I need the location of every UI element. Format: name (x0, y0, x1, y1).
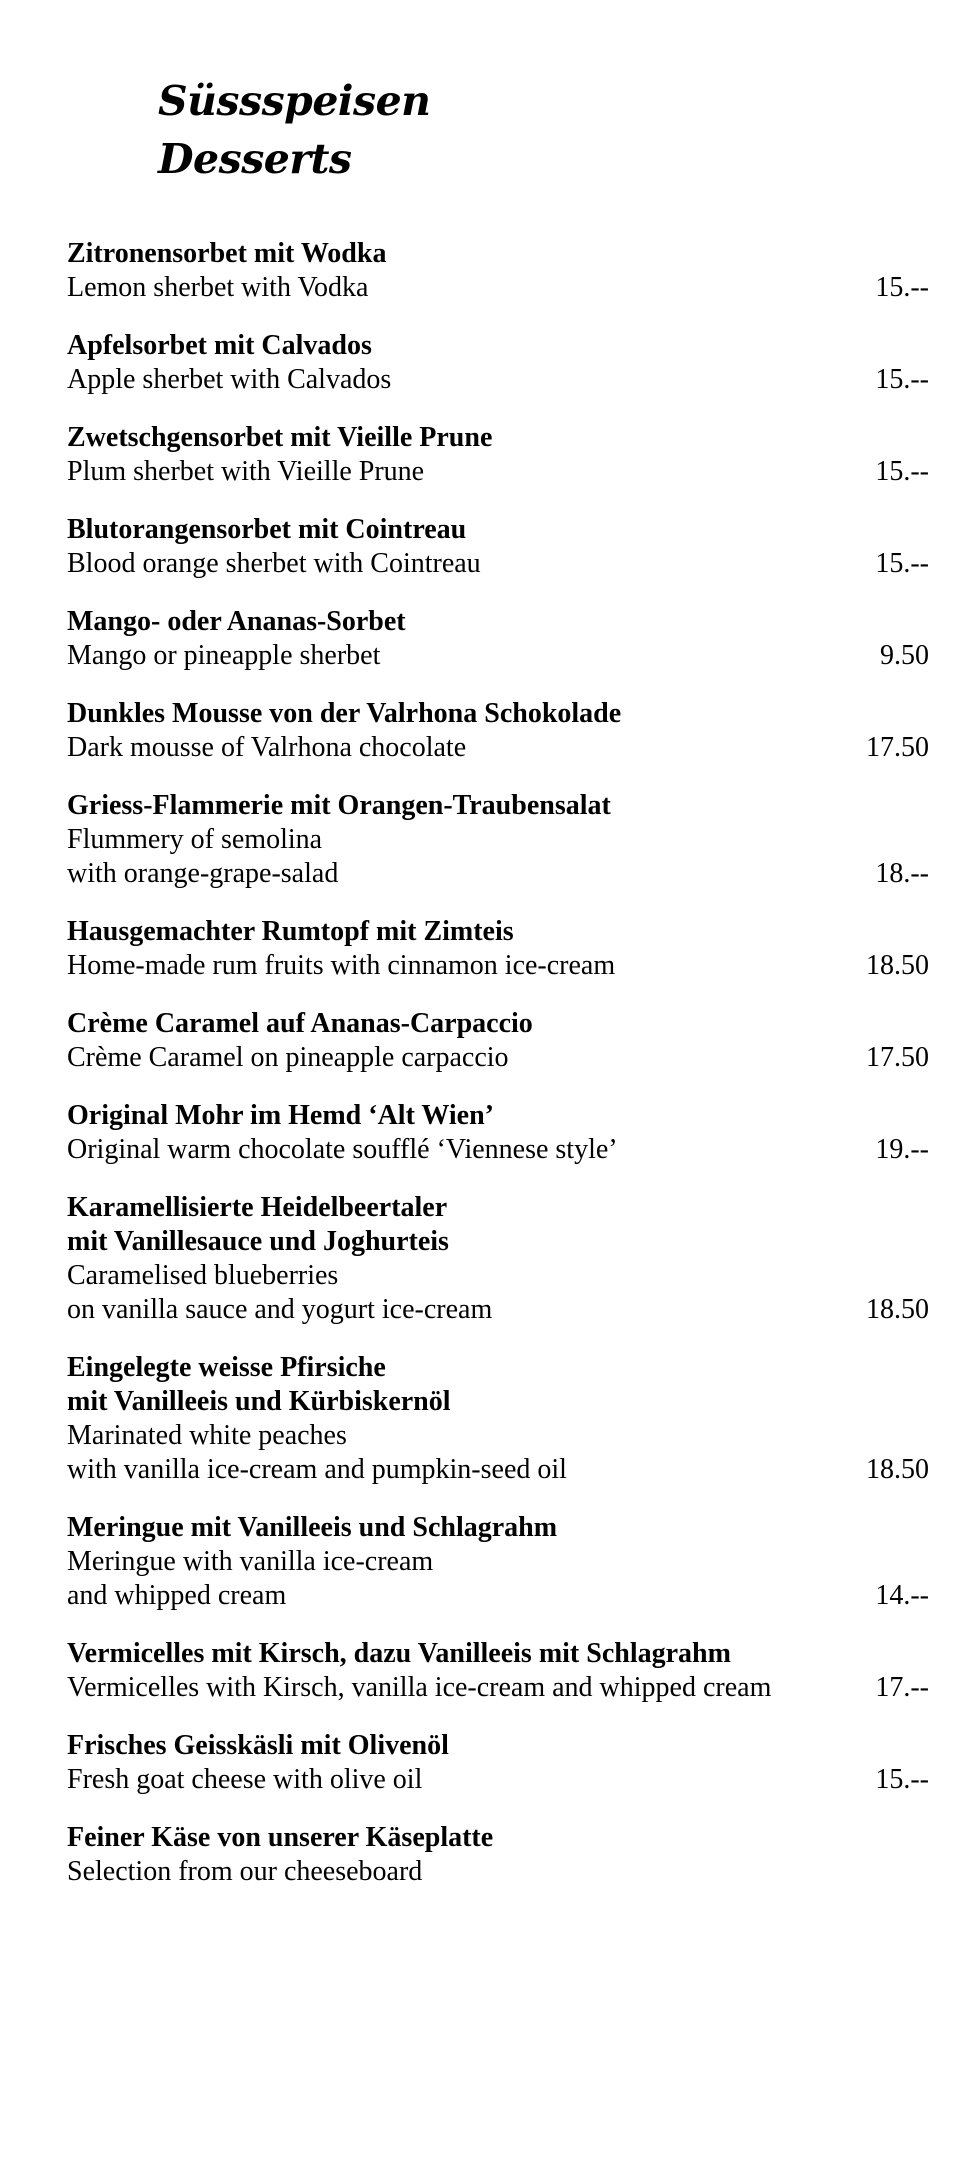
item-description: Original warm chocolate soufflé ‘Viennese style’ (67, 1134, 618, 1165)
item-title: Meringue mit Vanilleeis und Schlagrahm (67, 1512, 558, 1543)
menu-item (67, 1007, 929, 1075)
item-description: Apple sherbet with Calvados (67, 364, 392, 395)
heading-german: Süssspeisen (158, 77, 431, 125)
item-description: Selection from our cheeseboard (67, 1856, 423, 1887)
menu-item (67, 605, 929, 673)
item-price: 15.-- (875, 272, 929, 303)
item-title: Blutorangensorbet mit Cointreau (67, 514, 467, 545)
menu-heading (158, 72, 430, 188)
item-description: with orange-grape-salad (67, 858, 339, 889)
item-title: Zwetschgensorbet mit Vieille Prune (67, 422, 493, 453)
item-title: mit Vanillesauce und Joghurteis (67, 1226, 449, 1257)
item-description: Blood orange sherbet with Cointreau (67, 548, 481, 579)
item-title: Karamellisierte Heidelbeertaler (67, 1192, 448, 1223)
item-price: 9.50 (880, 640, 929, 671)
item-description: Home-made rum fruits with cinnamon ice-cream (67, 950, 616, 981)
item-title: Feiner Käse von unserer Käseplatte (67, 1822, 494, 1853)
item-price: 15.-- (875, 1764, 929, 1795)
item-description: Caramelised blueberries (67, 1260, 339, 1291)
item-title: Hausgemachter Rumtopf mit Zimteis (67, 916, 514, 947)
menu-item (67, 1729, 929, 1797)
item-description: with vanilla ice-cream and pumpkin-seed oil (67, 1454, 567, 1485)
menu-item (67, 1511, 929, 1613)
item-title: Original Mohr im Hemd ‘Alt Wien’ (67, 1100, 494, 1131)
item-price: 18.50 (866, 950, 929, 981)
menu-item (67, 789, 929, 891)
menu-item (67, 421, 929, 489)
menu-item (67, 513, 929, 581)
item-description: Flummery of semolina (67, 824, 323, 855)
item-title: Mango- oder Ananas-Sorbet (67, 606, 406, 637)
item-title: Frisches Geisskäsli mit Olivenöl (67, 1730, 449, 1761)
dessert-list (67, 237, 929, 1913)
menu-item (67, 237, 929, 305)
menu-item (67, 1821, 929, 1889)
item-description: Dark mousse of Valrhona chocolate (67, 732, 467, 763)
item-title: mit Vanilleeis und Kürbiskernöl (67, 1386, 451, 1417)
item-description: Crème Caramel on pineapple carpaccio (67, 1042, 509, 1073)
item-title: Vermicelles mit Kirsch, dazu Vanilleeis mit Schlagrahm (67, 1638, 731, 1669)
item-description: Plum sherbet with Vieille Prune (67, 456, 425, 487)
item-price: 18.50 (866, 1294, 929, 1325)
menu-item (67, 1351, 929, 1487)
menu-item (67, 1099, 929, 1167)
item-price: 14.-- (875, 1580, 929, 1611)
item-price: 18.-- (875, 858, 929, 889)
menu-item (67, 329, 929, 397)
item-description: Fresh goat cheese with olive oil (67, 1764, 423, 1795)
item-price: 17.50 (866, 732, 929, 763)
item-price: 15.-- (875, 456, 929, 487)
menu-item (67, 1191, 929, 1327)
item-title: Eingelegte weisse Pfirsiche (67, 1352, 386, 1383)
menu-item (67, 1637, 929, 1705)
item-description: Marinated white peaches (67, 1420, 347, 1451)
item-title: Griess-Flammerie mit Orangen-Traubensalat (67, 790, 611, 821)
item-price: 19.-- (875, 1134, 929, 1165)
item-title: Apfelsorbet mit Calvados (67, 330, 372, 361)
menu-item (67, 697, 929, 765)
item-description: Meringue with vanilla ice-cream (67, 1546, 434, 1577)
item-description: and whipped cream (67, 1580, 287, 1611)
item-description: Lemon sherbet with Vodka (67, 272, 369, 303)
item-price: 18.50 (866, 1454, 929, 1485)
heading-english: Desserts (158, 135, 352, 183)
item-description: Mango or pineapple sherbet (67, 640, 381, 671)
item-title: Zitronensorbet mit Wodka (67, 238, 387, 269)
item-title: Crème Caramel auf Ananas-Carpaccio (67, 1008, 533, 1039)
item-price: 17.50 (866, 1042, 929, 1073)
item-title: Dunkles Mousse von der Valrhona Schokolade (67, 698, 622, 729)
menu-item (67, 915, 929, 983)
item-price: 15.-- (875, 548, 929, 579)
item-description: on vanilla sauce and yogurt ice-cream (67, 1294, 493, 1325)
item-price: 17.-- (875, 1672, 929, 1703)
item-description: Vermicelles with Kirsch, vanilla ice-cream and whipped cream (67, 1672, 772, 1703)
item-price: 15.-- (875, 364, 929, 395)
